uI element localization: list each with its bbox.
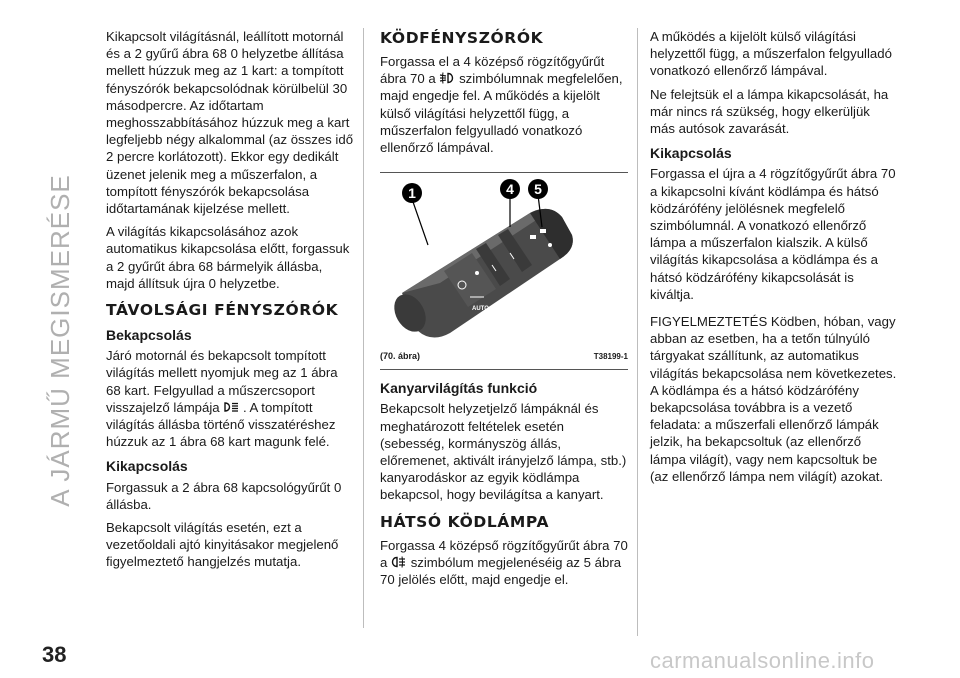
paragraph: Járó motornál és bekapcsolt tompított világítás mellett nyomjuk meg az 1 ábra 68 kart. Felgyullad a műszercsoport visszajelző lámpája . A tompított világítás állásba történő visszatéréshez húzzuk az 1 ábra 68 kart magunk felé. (106, 348, 338, 450)
paragraph: Forgassa 4 középső rögzítőgyűrűt ábra 70 a szimbólum megjelenéséig az 5 ábra 70 jelölés előtt, majd engedje el. (380, 537, 628, 588)
svg-text:5: 5 (534, 181, 542, 198)
section-heading-high-beam: TÁVOLSÁGI FÉNYSZÓRÓK (106, 301, 339, 320)
subheading-cornering-light: Kanyarvilágítás funkció (380, 380, 538, 397)
paragraph: A világítás kikapcsolásához azok automatikus kikapcsolása előtt, forgassuk a 2 gyűrűt ábra 68 bármelyik állásba, majd állítsuk újra 0 helyzetbe. (106, 224, 350, 291)
subheading-activation: Bekapcsolás (106, 327, 192, 344)
paragraph: A működés a kijelölt külső világítási helyzettől függ, a műszerfalon felgyulladó vonatkozó ellenőrző lámpával. (650, 29, 892, 79)
section-heading-fog-lights: KÖDFÉNYSZÓRÓK (380, 29, 544, 47)
svg-text:4: 4 (506, 181, 514, 198)
paragraph: Forgassa el újra a 4 rögzítőgyűrűt ábra 70 a kikapcsolni kívánt ködlámpa és hátsó ködzárófény jelölésnek megfelelő szimbólumnál. A vonatkozó ellenőrző lámpa a műszerfalon kialszik. A külső világítás kikapcsolása a ködlámpa és a hátsó ködzárófény kikapcsolását is kiváltja. (650, 166, 896, 302)
column-divider (637, 28, 638, 636)
auto-label: AUTO (472, 306, 489, 313)
high-beam-icon (223, 401, 239, 413)
paragraph: Kikapcsolt világításnál, leállított motornál és a 2 gyűrű ábra 68 0 helyzetbe állítása mellett húzzuk meg az 1 kart: a tompított fényszórók bekapcsolódnak körülbelül 30 másodpercre. Az időtartam meghosszabbításához húzzuk meg a kart legfeljebb négy alkalommal (az összes idő 2 percre korlátozott). Ekkor egy dedikált üzenet jelenik meg a műszerfalon, a tompított fényszórók bekapcsolása időtartamának kijelzése mellett. (106, 29, 354, 217)
figure-caption: (70. ábra) (380, 351, 421, 362)
svg-text:1: 1 (408, 185, 416, 202)
page-number: 38 (42, 642, 67, 667)
column-2 (380, 28, 628, 594)
front-fog-light-icon (439, 72, 455, 84)
chapter-title: A JÁRMŰ MEGISMERÉSE (44, 173, 75, 507)
column-divider (363, 28, 364, 628)
paragraph: Forgassuk a 2 ábra 68 kapcsológyűrűt 0 állásba. (106, 479, 342, 512)
subheading-deactivation: Kikapcsolás (650, 145, 732, 162)
rear-fog-light-icon (391, 556, 407, 568)
warning-paragraph: FIGYELMEZTETÉS Ködben, hóban, vagy abban az esetben, ha a tetőn túlnyúló tárgyakat szállítunk, az automatikus világítás bekapcsolása nem következetes. A ködlámpa és a hátsó ködzárófény bekapcsolása továbbra is a vezető feladata: a műszerfali ellenőrző lámpák jelzik, ha bekapcsoltuk (az ellenőrző lámpa világít), vagy nem kapcsoltuk be (az ellenőrző lámpa nem világít) azokat. (650, 314, 897, 484)
paragraph: Bekapcsolt világítás esetén, ezt a vezetőoldali ajtó kinyitásakor megjelenő figyelmeztető hangjelzés mutatja. (106, 520, 339, 570)
paragraph: Bekapcsolt helyzetjelző lámpáknál és meghatározott feltételek esetén (sebesség, kormányszög állás, előremenet, aktivált irányjelző lámpa, stb.) kanyarodáskor az egyik ködlámpa bekapcsol, hogy bevilágítsa a kanyart. (380, 401, 627, 503)
subheading-deactivation: Kikapcsolás (106, 458, 188, 475)
section-heading-rear-fog-light: HÁTSÓ KÖDLÁMPA (380, 512, 550, 531)
column-3 (650, 28, 898, 491)
figure-code: T38199-1 (593, 352, 628, 362)
figure-70 (380, 172, 628, 370)
watermark: carmanualsonline.info (650, 648, 875, 673)
paragraph: Ne felejtsük el a lámpa kikapcsolását, ha már nincs rá szükség, hogy elkerüljük más autósok zavarását. (650, 86, 889, 137)
light-switch-lever-illustration (380, 173, 628, 371)
paragraph: Forgassa el a 4 középső rögzítőgyűrűt ábra 70 a szimbólumnak megfelelően, majd engedje fel. A működés a kijelölt külső világítási helyzettől függ, a műszerfalon felgyulladó vonatkozó ellenőrző lámpával. (380, 54, 623, 156)
column-1 (106, 28, 354, 577)
